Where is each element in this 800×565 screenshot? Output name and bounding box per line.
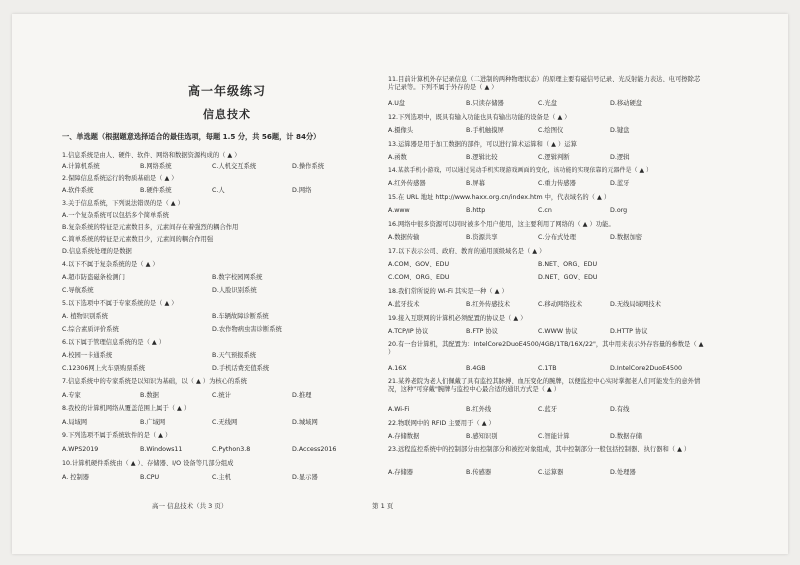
option-d: D.Access2016	[292, 446, 337, 453]
option-b: B.红外线	[466, 406, 492, 413]
option-b: B.FTP 协议	[466, 328, 499, 335]
option-c: C.统计	[212, 392, 231, 399]
option-c: C.移动网络技术	[538, 301, 583, 308]
option-d: D.人脸识别系统	[212, 287, 257, 294]
option-d: D.有线	[610, 406, 630, 413]
option-c: C.导航系统	[62, 287, 94, 294]
option-b: B.天气预报系统	[212, 352, 257, 359]
footer-page-number: 第 1 页	[372, 502, 394, 510]
option-c: C.运算器	[538, 469, 564, 476]
question-23: 23.远程监控系统中的控制部分由控制部分和被控对象组成，其中控制部分一般包括控制器、执行器和（ ▲ ）	[388, 446, 691, 453]
option-d: D.手机话费充值系统	[212, 365, 270, 372]
option-a: A.软件系统	[62, 187, 94, 194]
option-d: D.处理器	[610, 469, 636, 476]
option-d: D.数据存储	[610, 433, 643, 440]
question-3: 3.关于信息系统，下列说法错误的是（ ▲ ）	[62, 200, 184, 207]
option-d: D.网络	[292, 187, 312, 194]
option-a: A. 植物识别系统	[62, 313, 108, 320]
option-a: A.校园一卡通系统	[62, 352, 113, 359]
option-b: B.网络系统	[140, 163, 172, 170]
question-11: 11.目前计算机外存记录信息（二进制的两种物理状态）的原理主要有磁信号记录、光反射能力表达、电可擦除芯片记录等。下列不属于外存的是（ ▲ ）	[388, 76, 701, 91]
option-b: B.硬件系统	[140, 187, 172, 194]
question-3-option-a: A.一个复杂系统可以包括多个简单系统	[62, 212, 169, 219]
option-a: A.超市防盗磁条检测门	[62, 274, 125, 281]
option-c: C.智能计算	[538, 433, 570, 440]
option-c: C.12306网上火车票购票系统	[62, 365, 146, 372]
question-3-option-c: C.简单系统的特征是元素数目少，元素间的耦合作用强	[62, 236, 214, 243]
section-heading: 一、单选题（根据题意选择适合的最佳选项，每题 1.5 分，共 56题，计 84分）	[62, 132, 321, 141]
option-a: A.数据传输	[388, 234, 420, 241]
option-d: D.NET、GOV、EDU	[538, 274, 598, 281]
option-a: A.局域网	[62, 419, 88, 426]
option-b: B.感知识别	[466, 433, 498, 440]
option-d: D.数据加密	[610, 234, 643, 241]
option-c: C.蓝牙	[538, 406, 557, 413]
question-10: 10.计算机硬件系统由（ ▲ ）、存储器、I/O 设备等几部分组成	[62, 460, 234, 467]
option-a: A.蓝牙技术	[388, 301, 420, 308]
option-c: C.光盘	[538, 100, 557, 107]
question-8: 8.我校的计算机网络从覆盖范围上属于（ ▲ ）	[62, 405, 191, 412]
page-subtitle: 信息技术	[203, 108, 251, 121]
question-19: 19.接入互联网的计算机必须配置的协议是（ ▲ ）	[388, 315, 527, 322]
option-a: A.U盘	[388, 100, 406, 107]
option-c: C.综合素质评价系统	[62, 326, 119, 333]
option-c: C.cn	[538, 207, 552, 214]
option-a: A.存储数据	[388, 433, 420, 440]
option-b: B.逻辑比较	[466, 154, 498, 161]
option-c: C.无线网	[212, 419, 238, 426]
option-b: B.http	[466, 207, 486, 214]
option-d: D.农作物病虫害诊断系统	[212, 326, 282, 333]
option-a: A.www	[388, 207, 410, 214]
option-b: B.广域网	[140, 419, 166, 426]
question-7: 7.信息系统中的专家系统是以知识为基础，以（ ▲ ）为核心的系统	[62, 378, 247, 385]
option-c: C.分布式处理	[538, 234, 576, 241]
option-a: A.WPS2019	[62, 446, 99, 453]
question-15: 15.在 URL 地址 http://www.haxx.org.cn/index.htm 中，代表域名的（ ▲ ）	[388, 194, 611, 201]
option-c: C.Python3.8	[212, 446, 251, 453]
option-b: B.Windows11	[140, 446, 183, 453]
option-c: C.人机交互系统	[212, 163, 257, 170]
option-b: B.传感器	[466, 469, 492, 476]
question-18: 18.我们常所说的 Wi-Fi 其实是一种（ ▲ ）	[388, 288, 508, 295]
option-b: B.数据	[140, 392, 159, 399]
option-b: B.CPU	[140, 474, 160, 481]
option-a: A.COM、GOV、EDU	[388, 261, 450, 268]
option-b: B.NET、ORG、EDU	[538, 261, 598, 268]
option-c: C.人	[212, 187, 225, 194]
option-c: C.WWW 协议	[538, 328, 578, 335]
question-17: 17.以下表示公司、政府、教育的通用顶级域名是（ ▲ ）	[388, 248, 546, 255]
page-title: 高一年级练习	[187, 84, 266, 98]
question-21: 21.某养老院为老人们佩戴了具有监控其脉搏、血压变化的腕牌，以便监控中心实时掌握老人们可能发生的意外情况，这种"可穿戴"腕牌与监控中心最合适的通讯方式是（ ▲ ）	[388, 378, 701, 393]
option-b: B.红外传感技术	[466, 301, 511, 308]
question-16: 16.网络中很多资源可以同时被多个用户使用，这主要利用了网络的（ ▲ ）功能。	[388, 221, 615, 228]
option-b: B.只读存储器	[466, 100, 504, 107]
option-a: A.存储器	[388, 469, 414, 476]
option-c: C.重力传感器	[538, 180, 576, 187]
option-d: D.操作系统	[292, 163, 325, 170]
option-b: B.资源共享	[466, 234, 498, 241]
question-9: 9.下列选项不属于系统软件的是（ ▲ ）	[62, 432, 172, 439]
option-d: D.蓝牙	[610, 180, 630, 187]
question-5: 5.以下选项中不属于专家系统的是（ ▲ ）	[62, 300, 178, 307]
question-14: 14.某款手机小游戏，可以通过晃动手机实现游戏画面的变化，该功能的实现依靠的元器件是（ ▲ ）	[388, 167, 652, 174]
option-d: D.org	[610, 207, 628, 214]
option-b: B.4GB	[466, 365, 486, 372]
option-a: A.计算机系统	[62, 163, 100, 170]
question-1: 1.信息系统是由人、硬件、软件、网络和数据资源构成的（ ▲ ）	[62, 152, 241, 159]
option-c: C.1TB	[538, 365, 557, 372]
option-d: D.键盘	[610, 127, 630, 134]
option-a: A.专家	[62, 392, 81, 399]
option-d: D.逻辑	[610, 154, 630, 161]
question-3-option-d: D.信息系统处理的是数据	[62, 248, 132, 255]
option-d: D.显示器	[292, 474, 318, 481]
option-a: A. 控制器	[62, 474, 90, 481]
option-b: B.屏幕	[466, 180, 485, 187]
option-b: B.手机触摸屏	[466, 127, 504, 134]
option-c: C.绘图仪	[538, 127, 564, 134]
option-d: D.城域网	[292, 419, 318, 426]
option-c: C.逻辑判断	[538, 154, 570, 161]
question-3-option-b: B.复杂系统的特征是元素数目多，元素间存在着强烈的耦合作用	[62, 224, 239, 231]
option-d: D.HTTP 协议	[610, 328, 648, 335]
option-b: B.数字校园网系统	[212, 274, 263, 281]
question-13: 13.运算器是用于加工数据的部件，可以进行算术运算和（ ▲ ）运算	[388, 141, 577, 148]
question-20: 20.有一台计算机，其配置为：IntelCore2DuoE4500/4GB/1TB/16X/22"，其中用来表示外存容量的参数是（ ▲ ）	[388, 341, 704, 356]
option-d: D.无线局域网技术	[610, 301, 661, 308]
option-a: A.摄像头	[388, 127, 414, 134]
question-4: 4.以下不属于复杂系统的是（ ▲ ）	[62, 261, 159, 268]
option-c: C.主机	[212, 474, 231, 481]
option-a: A.TCP/IP 协议	[388, 328, 429, 335]
option-a: A.红外传感器	[388, 180, 426, 187]
option-a: A.Wi-Fi	[388, 406, 410, 413]
exam-sheet	[12, 14, 788, 554]
option-d: D.推理	[292, 392, 312, 399]
question-6: 6.以下属于管理信息系统的是（ ▲ ）	[62, 339, 166, 346]
option-d: D.IntelCore2DuoE4500	[610, 365, 683, 372]
footer-course: 高一 信息技术（共 3 页）	[152, 502, 228, 510]
question-12: 12.下列选项中，既具有输入功能也具有输出功能的设备是（ ▲ ）	[388, 114, 571, 121]
option-c: C.COM、ORG、EDU	[388, 274, 450, 281]
option-a: A.函数	[388, 154, 407, 161]
option-d: D.移动硬盘	[610, 100, 643, 107]
option-b: B.车辆故障诊断系统	[212, 313, 269, 320]
question-2: 2.保障信息系统运行的物质基础是（ ▲ ）	[62, 175, 178, 182]
option-a: A.16X	[388, 365, 407, 372]
question-22: 22.物联网中的 RFID 主要用于（ ▲ ）	[388, 420, 495, 427]
